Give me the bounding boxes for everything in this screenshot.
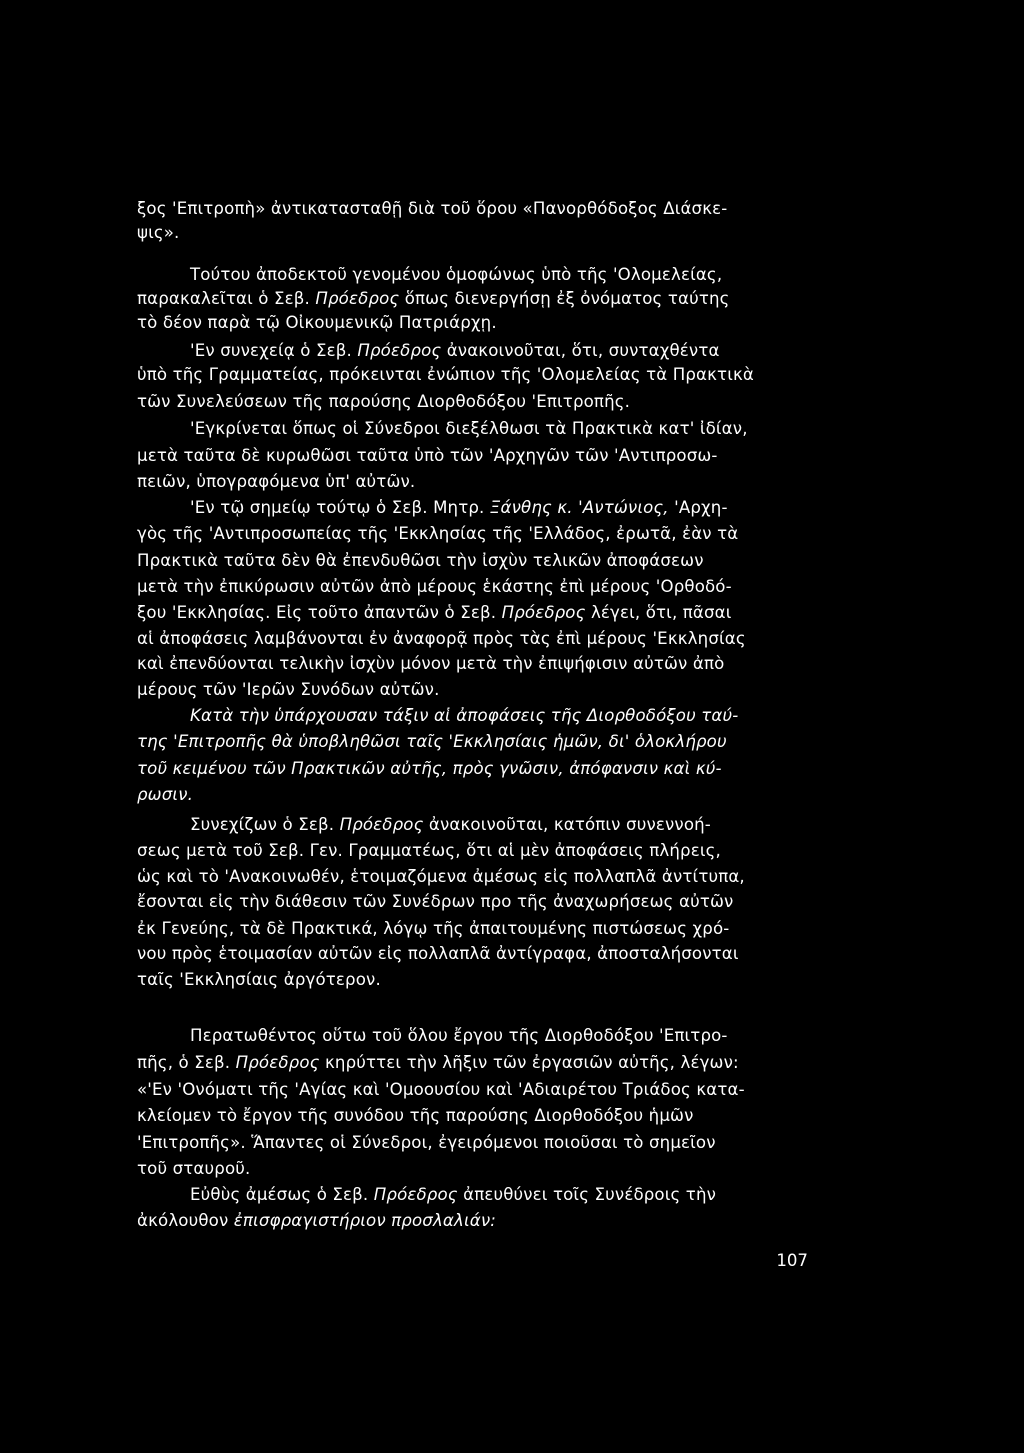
text-segment: 'Αρχη- <box>668 498 728 517</box>
italic-segment: Κατὰ τὴν ὑπάρχουσαν τάξιν αἱ ἀποφάσεις τῆς Διορθοδόξου ταύ- <box>190 706 739 725</box>
italic-segment: Πρόεδρος <box>339 815 424 834</box>
text-line <box>137 469 809 495</box>
text-line <box>137 220 809 246</box>
text-line <box>137 651 809 677</box>
text-segment: 'Εγκρίνεται ὅπως οἱ Σύνεδροι διεξέλθωσι τὰ Πρακτικὰ κατ' ἰδίαν, <box>190 419 748 438</box>
text-segment: τὸ δέον παρὰ τῷ Οἰκουμενικῷ Πατριάρχῃ. <box>137 313 497 332</box>
text-line <box>190 703 809 729</box>
text-line <box>137 310 809 336</box>
text-segment: 'Εν συνεχείᾳ ὁ Σεβ. <box>190 341 358 360</box>
text-segment: ὡς καὶ τὸ 'Ανακοινωθέν, ἑτοιμαζόμενα ἀμέσως εἰς πολλαπλᾶ ἀντίτυπα, <box>137 867 745 886</box>
text-line <box>137 1208 809 1234</box>
text-segment: κλείομεν τὸ ἔργον τῆς συνόδου τῆς παρούσης Διορθοδόξου ἡμῶν <box>137 1106 694 1125</box>
text-segment: τῶν Συνελεύσεων τῆς παρούσης Διορθοδόξου 'Επιτροπῆς. <box>137 392 631 411</box>
text-line <box>137 1156 809 1182</box>
text-line <box>137 916 809 942</box>
italic-segment: Πρόεδρος <box>501 603 586 622</box>
text-line <box>190 812 809 838</box>
text-line <box>137 838 809 864</box>
text-segment: Εὐθὺς ἀμέσως ὁ Σεβ. <box>190 1185 374 1204</box>
text-line <box>137 864 809 890</box>
text-line <box>137 286 809 312</box>
text-segment: σεως μετὰ τοῦ Σεβ. Γεν. Γραμματέως, ὅτι αἱ μὲν ἀποφάσεις πλήρεις, <box>137 841 721 860</box>
text-segment: καὶ ἐπενδύονται τελικὴν ἰσχὺν μόνον μετὰ τὴν ἐπιψήφισιν αὐτῶν ἀπὸ <box>137 654 725 673</box>
text-segment: ὑπὸ τῆς Γραμματείας, πρόκεινται ἐνώπιον τῆς 'Ολομελείας τὰ Πρακτικὰ <box>137 365 754 384</box>
text-segment: ὅπως διενεργήσῃ ἐξ ὀνόματος ταύτης <box>399 289 730 308</box>
text-line <box>137 362 809 388</box>
text-line <box>137 1050 809 1076</box>
text-segment: ἐκ Γενεύης, τὰ δὲ Πρακτικά, λόγῳ τῆς ἀπαιτουμένης πιστώσεως χρό- <box>137 919 730 938</box>
text-line <box>137 967 809 993</box>
text-segment: ἀνακοινοῦται, ὅτι, συνταχθέντα <box>441 341 720 360</box>
text-line <box>137 548 809 574</box>
text-segment: κηρύττει τὴν λῆξιν τῶν ἐργασιῶν αὐτῆς, λέγων: <box>319 1053 739 1072</box>
text-line <box>137 600 809 626</box>
text-line <box>190 262 809 288</box>
italic-segment: Πρόεδρος <box>373 1185 458 1204</box>
text-segment: ἀπευθύνει τοῖς Συνέδροις τὴν <box>457 1185 717 1204</box>
text-line <box>137 1103 809 1129</box>
text-segment: ψις». <box>137 223 180 242</box>
italic-segment: της 'Επιτροπῆς θὰ ὑποβληθῶσι ταῖς 'Εκκλησίαις ἡμῶν, δι' ὁλοκλήρου <box>137 732 727 751</box>
text-line <box>137 677 809 703</box>
text-line <box>137 1130 809 1156</box>
italic-segment: Πρόεδρος <box>235 1053 320 1072</box>
page-number: 107 <box>776 1251 808 1270</box>
text-segment: 'Εν τῷ σημείῳ τούτῳ ὁ Σεβ. Μητρ. <box>190 498 490 517</box>
text-line <box>190 416 809 442</box>
text-segment: Περατωθέντος οὕτω τοῦ ὅλου ἔργου τῆς Διορθοδόξου 'Επιτρο- <box>190 1026 728 1045</box>
text-line <box>137 782 809 808</box>
italic-segment: Πρόεδρος <box>357 341 442 360</box>
text-segment: Συνεχίζων ὁ Σεβ. <box>190 815 340 834</box>
text-line <box>190 495 809 521</box>
text-segment: ξος 'Επιτροπὴ» ἀντικατασταθῇ διὰ τοῦ ὅρου «Πανορθόδοξος Διάσκε- <box>137 199 728 218</box>
text-segment: τοῦ σταυροῦ. <box>137 1159 251 1178</box>
text-line <box>137 756 809 782</box>
text-segment: μέρους τῶν 'Ιερῶν Συνόδων αὐτῶν. <box>137 680 440 699</box>
italic-segment: τοῦ κειμένου τῶν Πρακτικῶν αὐτῆς, πρὸς γνῶσιν, ἀπόφανσιν καὶ κύ- <box>137 759 722 778</box>
text-segment: «'Εν 'Ονόματι τῆς 'Αγίας καὶ 'Ομοουσίου καὶ 'Αδιαιρέτου Τριάδος κατα- <box>137 1080 745 1099</box>
text-line <box>190 1182 809 1208</box>
text-line <box>137 196 809 222</box>
text-line <box>137 889 809 915</box>
text-line <box>137 389 809 415</box>
text-segment: νου πρὸς ἑτοιμασίαν αὐτῶν εἰς πολλαπλᾶ ἀντίγραφα, ἀποσταλήσονται <box>137 944 739 963</box>
text-segment: ἀνακοινοῦται, κατόπιν συνεννοή- <box>423 815 711 834</box>
text-line <box>137 574 809 600</box>
text-line <box>137 1077 809 1103</box>
text-line <box>137 626 809 652</box>
text-segment: Πρακτικὰ ταῦτα δὲν θὰ ἐπενδυθῶσι τὴν ἰσχὺν τελικῶν ἀποφάσεων <box>137 551 704 570</box>
text-line <box>137 941 809 967</box>
text-segment: ἔσονται εἰς τὴν διάθεσιν τῶν Συνέδρων προ τῆς ἀναχωρήσεως αὐτῶν <box>137 892 734 911</box>
text-segment: Τούτου ἀποδεκτοῦ γενομένου ὁμοφώνως ὑπὸ τῆς 'Ολομελείας, <box>190 265 723 284</box>
text-segment: παρακαλεῖται ὁ Σεβ. <box>137 289 316 308</box>
italic-segment: ἐπισφραγιστήριον προσλαλιάν: <box>233 1211 496 1230</box>
text-line <box>137 521 809 547</box>
text-line <box>190 1023 809 1049</box>
text-segment: ξου 'Εκκλησίας. Εἰς τοῦτο ἀπαντῶν ὁ Σεβ. <box>137 603 502 622</box>
text-line <box>190 338 809 364</box>
italic-segment: Ξάνθης κ. 'Αντώνιος, <box>489 498 669 517</box>
text-line <box>137 729 809 755</box>
italic-segment: ρωσιν. <box>137 785 194 804</box>
text-segment: ἀκόλουθον <box>137 1211 234 1230</box>
text-segment: λέγει, ὅτι, πᾶσαι <box>585 603 732 622</box>
text-line <box>137 443 809 469</box>
text-segment: πειῶν, ὑπογραφόμενα ὑπ' αὐτῶν. <box>137 472 416 491</box>
text-segment: 'Επιτροπῆς». Ἅπαντες οἱ Σύνεδροι, ἐγειρόμενοι ποιοῦσαι τὸ σημεῖον <box>137 1133 716 1152</box>
text-segment: ταῖς 'Εκκλησίαις ἀργότερον. <box>137 970 381 989</box>
text-segment: μετὰ τὴν ἐπικύρωσιν αὐτῶν ἀπὸ μέρους ἑκάστης ἐπὶ μέρους 'Ορθοδό- <box>137 577 732 596</box>
italic-segment: Πρόεδρος <box>315 289 400 308</box>
text-segment: πῆς, ὁ Σεβ. <box>137 1053 236 1072</box>
text-segment: μετὰ ταῦτα δὲ κυρωθῶσι ταῦτα ὑπὸ τῶν 'Αρχηγῶν τῶν 'Αντιπροσω- <box>137 446 718 465</box>
text-segment: γὸς τῆς 'Αντιπροσωπείας τῆς 'Εκκλησίας τῆς 'Ελλάδος, ἐρωτᾶ, ἐὰν τὰ <box>137 524 739 543</box>
text-segment: αἱ ἀποφάσεις λαμβάνονται ἐν ἀναφορᾷ πρὸς τὰς ἐπὶ μέρους 'Εκκλησίας <box>137 629 746 648</box>
